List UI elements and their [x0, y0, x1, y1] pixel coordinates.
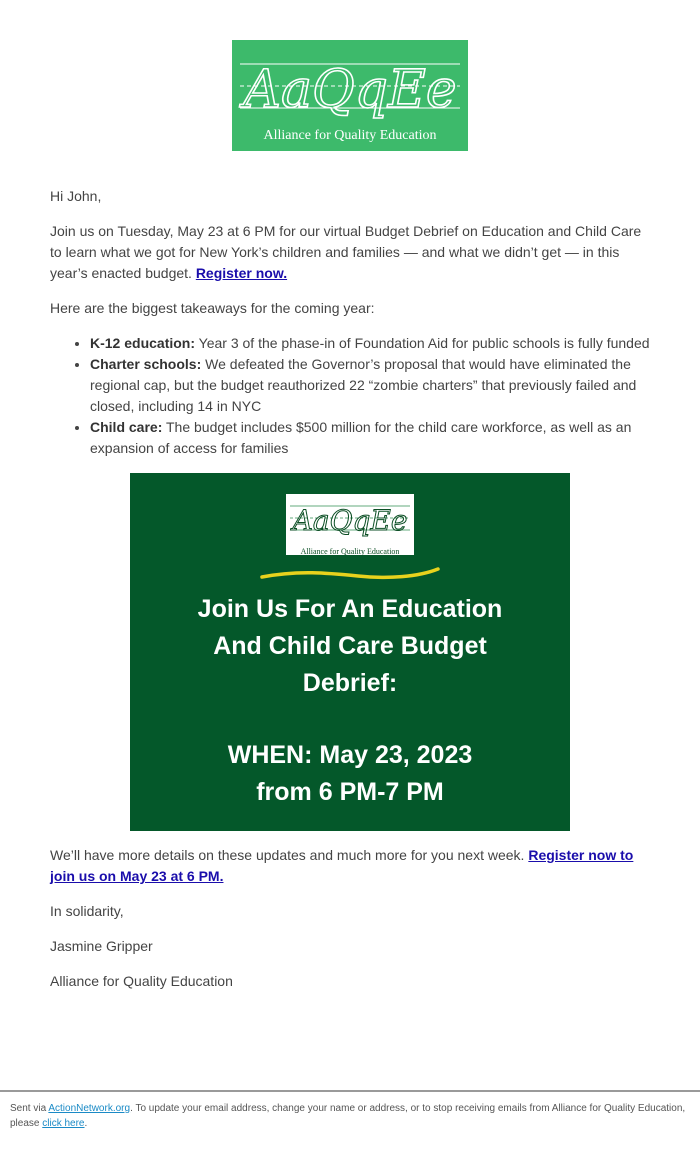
yellow-swoosh-decoration	[258, 567, 442, 583]
takeaway-text: The budget includes $500 million for the child care workforce, as well as an expansion of access for families	[90, 419, 632, 456]
banner-when-line: WHEN: May 23, 2023	[227, 741, 473, 769]
logo-tagline: Alliance for Quality Education	[263, 128, 437, 143]
register-join-link[interactable]: Register now to join us on May 23 at 6 PM.	[50, 847, 634, 884]
signoff: In solidarity,	[50, 903, 124, 919]
banner-when	[130, 737, 570, 811]
banner-heading-line: And Child Care Budget	[213, 632, 487, 660]
list-item	[90, 354, 650, 417]
banner-heading-line: Join Us For An Education	[197, 595, 503, 623]
takeaway-title: K-12 education:	[90, 335, 196, 351]
aqe-logo	[232, 40, 468, 151]
followup-text: We’ll have more details on these updates and much more for you next week.	[50, 847, 529, 863]
email-footer	[10, 1101, 690, 1131]
takeaways-intro: Here are the biggest takeaways for the coming year:	[50, 300, 375, 316]
banner-logo	[286, 494, 414, 555]
signer-name: Jasmine Gripper	[50, 938, 153, 954]
takeaway-title: Charter schools:	[90, 356, 202, 372]
followup-paragraph	[50, 845, 650, 887]
takeaway-text: We defeated the Governor’s proposal that would have eliminated the regional cap, but the budget reauthorized 22 “zombie charters” that previously failed and closed, including 14 in NYC	[90, 356, 637, 414]
list-item	[90, 333, 650, 354]
takeaway-text: Year 3 of the phase-in of Foundation Aid for public schools is fully funded	[195, 335, 650, 351]
takeaways-list	[50, 333, 650, 459]
footer-prefix: Sent via	[10, 1103, 49, 1114]
signer-org: Alliance for Quality Education	[50, 973, 233, 989]
footer-text: . To update your email address, change your name or address, or to stop receiving emails from Alliance for Quality Education, please	[10, 1103, 686, 1129]
actionnetwork-link[interactable]: ActionNetwork.org	[48, 1103, 131, 1114]
intro-paragraph	[50, 221, 650, 284]
footer-suffix: .	[84, 1118, 88, 1129]
banner-logo-tagline: Alliance for Quality Education	[300, 547, 400, 556]
banner-heading-line: Debrief:	[302, 669, 398, 697]
email-body	[50, 186, 650, 1006]
intro-text: Join us on Tuesday, May 23 at 6 PM for our virtual Budget Debrief on Education and Child Care to learn what we got for New York’s children and families — and what we didn’t get — in this year’s enacted budget.	[50, 223, 642, 281]
banner-heading	[130, 591, 570, 702]
takeaway-title: Child care:	[90, 419, 163, 435]
greeting: Hi John,	[50, 188, 102, 204]
banner-when-line: from 6 PM-7 PM	[256, 778, 444, 806]
logo-letters: AaQqEe	[243, 60, 457, 120]
unsubscribe-link[interactable]: click here	[42, 1118, 85, 1129]
event-banner	[130, 473, 570, 831]
register-link[interactable]: Register now.	[195, 265, 288, 281]
banner-logo-letters: AaQqEe	[292, 504, 408, 537]
list-item	[90, 417, 650, 459]
footer-divider	[0, 1090, 700, 1092]
